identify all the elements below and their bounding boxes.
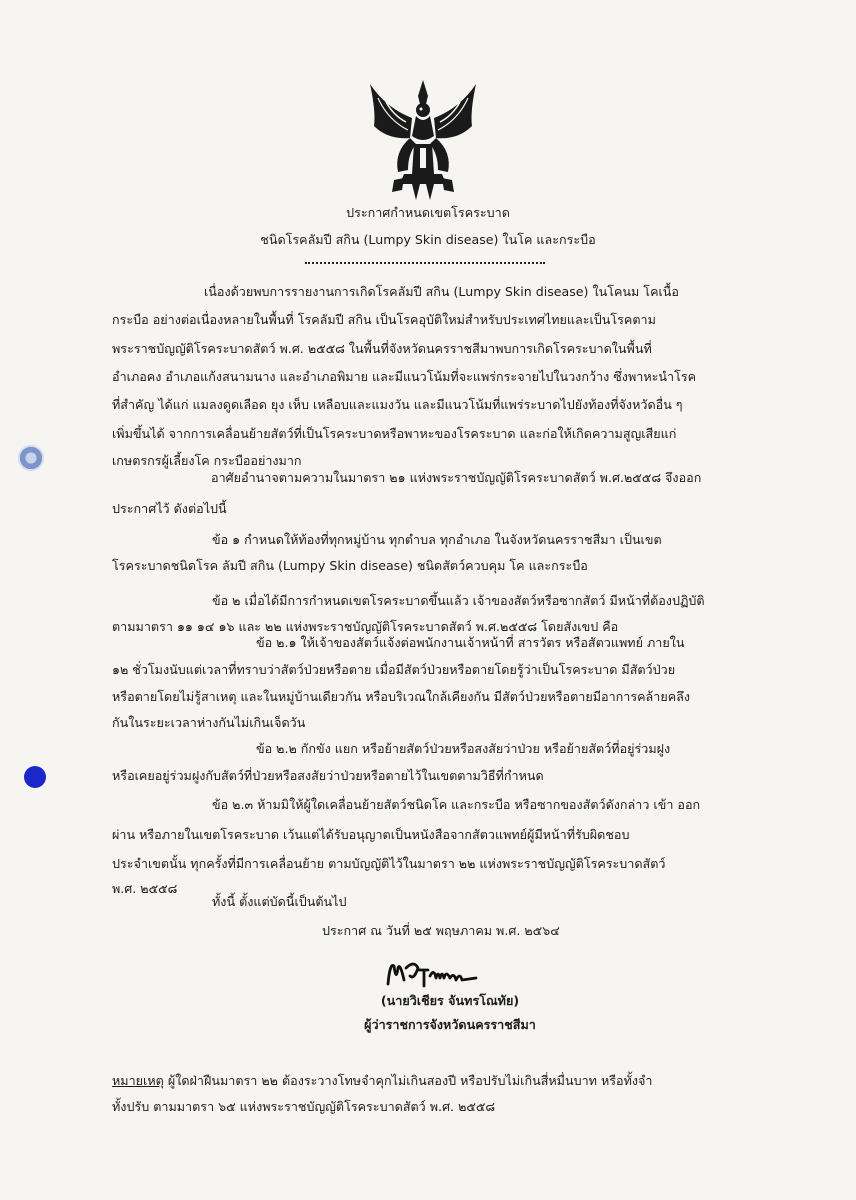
paragraph-line: ที่สำคัญ ได้แก่ แมลงดูดเลือด ยุง เห็บ เหลือบและแมงวัน และมีแนวโน้มที่แพร่ระบาดไปยังท้องที่จังหวัดอื่น ๆ [112, 397, 683, 412]
signatory-position: ผู้ว่าราชการจังหวัดนครราชสีมา [364, 1017, 536, 1032]
announcement-date: ประกาศ ณ วันที่ ๒๕ พฤษภาคม พ.ศ. ๒๕๖๔ [322, 923, 560, 938]
note-label: หมายเหตุ [112, 1073, 164, 1088]
stamp-mark [18, 445, 44, 471]
signatory-name: (นายวิเชียร จันทรโณทัย) [380, 993, 520, 1008]
handwritten-signature [384, 958, 480, 992]
paragraph-line: อำเภอคง อำเภอแก้งสนามนาง และอำเภอพิมาย และมีแนวโน้มที่จะแพร่กระจายไปในวงกว้าง ซึ่งพาหะนำโรค [112, 369, 697, 384]
paragraph-line: เกษตรกรผู้เลี้ยงโค กระบืออย่างมาก [112, 453, 302, 468]
paragraph-line: เพิ่มขึ้นได้ จากการเคลื่อนย้ายสัตว์ที่เป็นโรคระบาดหรือพาหะของโรคระบาด และก่อให้เกิดความสูญเสียแก่ [112, 426, 677, 441]
clause-2-1-line: ข้อ ๒.๑ ให้เจ้าของสัตว์แจ้งต่อพนักงานเจ้าหน้าที่ สารวัตร หรือสัตวแพทย์ ภายใน [256, 635, 685, 650]
clause-2-1-line: หรือตายโดยไม่รู้สาเหตุ และในหมู่บ้านเดียวกัน หรือบริเวณใกล้เคียงกัน มีสัตว์ป่วยหรือตายมีอาการคล้ายคลึง [112, 689, 690, 704]
clause-2-3-line: ประจำเขตนั้น ทุกครั้งที่มีการเคลื่อนย้าย ตามบัญญัติไว้ในมาตรา ๒๒ แห่งพระราชบัญญัติโรคระบาดสัตว์ [112, 856, 666, 871]
clause-2-1-line: กันในระยะเวลาห่างกันไม่เกินเจ็ดวัน [112, 715, 306, 730]
clause-2-line: ข้อ ๒ เมื่อได้มีการกำหนดเขตโรคระบาดขึ้นแล้ว เจ้าของสัตว์หรือซากสัตว์ มีหน้าที่ต้องปฏิบัติ [212, 593, 705, 608]
paragraph-line: กระบือ อย่างต่อเนื่องหลายในพื้นที่ โรคลัมปี สกิน เป็นโรคอุบัติใหม่สำหรับประเทศไทยและเป็นโรคตาม [112, 312, 656, 327]
paragraph-line: ประกาศไว้ ดังต่อไปนี้ [112, 501, 227, 516]
note-text: ผู้ใดฝ่าฝืนมาตรา ๒๒ ต้องระวางโทษจำคุกไม่เกินสองปี หรือปรับไม่เกินสี่หมื่นบาท หรือทั้งจำ [163, 1073, 653, 1088]
paragraph-line: พระราชบัญญัติโรคระบาดสัตว์ พ.ศ. ๒๕๕๘ ในพื้นที่จังหวัดนครราชสีมาพบการเกิดโรคระบาดในพื้นที่ [112, 341, 652, 356]
clause-2-2-line: หรือเคยอยู่ร่วมฝูงกับสัตว์ที่ป่วยหรือสงสัยว่าป่วยหรือตายไว้ในเขตตามวิธีที่กำหนด [112, 768, 544, 783]
note-line [112, 1072, 653, 1090]
clause-2-3-line: ข้อ ๒.๓ ห้ามมิให้ผู้ใดเคลื่อนย้ายสัตว์ชนิดโค และกระบือ หรือซากของสัตว์ดังกล่าว เข้า ออก [212, 797, 701, 812]
clause-2-line: ตามมาตรา ๑๑ ๑๔ ๑๖ และ ๒๒ แห่งพระราชบัญญัติโรคระบาดสัตว์ พ.ศ.๒๕๕๘ โดยสังเขป คือ [112, 619, 619, 634]
clause-2-2-line: ข้อ ๒.๒ กักขัง แยก หรือย้ายสัตว์ป่วยหรือสงสัยว่าป่วย หรือย้ายสัตว์ที่อยู่ร่วมฝูง [256, 741, 671, 756]
dotted-divider [305, 262, 545, 264]
blue-dot-mark [24, 766, 46, 788]
clause-1-line: โรคระบาดชนิดโรค ลัมปี สกิน (Lumpy Skin disease) ชนิดสัตว์ควบคุม โค และกระบือ [112, 558, 588, 573]
announcement-subtitle: ชนิดโรคลัมปี สกิน (Lumpy Skin disease) ในโค และกระบือ [260, 232, 596, 247]
effective-statement: ทั้งนี้ ตั้งแต่บัดนี้เป็นต้นไป [212, 894, 347, 909]
note-line-2: ทั้งปรับ ตามมาตรา ๖๕ แห่งพระราชบัญญัติโรคระบาดสัตว์ พ.ศ. ๒๕๕๘ [112, 1099, 496, 1114]
clause-2-3-line: ผ่าน หรือภายในเขตโรคระบาด เว้นแต่ได้รับอนุญาตเป็นหนังสือจากสัตวแพทย์ผู้มีหน้าที่รับผิดชอบ [112, 827, 630, 842]
garuda-emblem-icon [364, 78, 482, 202]
paragraph-line: อาศัยอำนาจตามความในมาตรา ๒๑ แห่งพระราชบัญญัติโรคระบาดสัตว์ พ.ศ.๒๕๕๘ จึงออก [211, 470, 702, 485]
paragraph-line: เนื่องด้วยพบการรายงานการเกิดโรคลัมปี สกิน (Lumpy Skin disease) ในโคนม โคเนื้อ [204, 284, 679, 299]
clause-2-3-line: พ.ศ. ๒๕๕๘ [112, 881, 178, 896]
clause-1-line: ข้อ ๑ กำหนดให้ท้องที่ทุกหมู่บ้าน ทุกตำบล ทุกอำเภอ ในจังหวัดนครราชสีมา เป็นเขต [212, 532, 662, 547]
clause-2-1-line: ๑๒ ชั่วโมงนับแต่เวลาที่ทราบว่าสัตว์ป่วยหรือตาย เมื่อมีสัตว์ป่วยหรือตายโดยรู้ว่าเป็นโรคระบาด มีสัตว์ป่วย [112, 662, 676, 677]
announcement-title: ประกาศกำหนดเขตโรคระบาด [346, 205, 510, 220]
